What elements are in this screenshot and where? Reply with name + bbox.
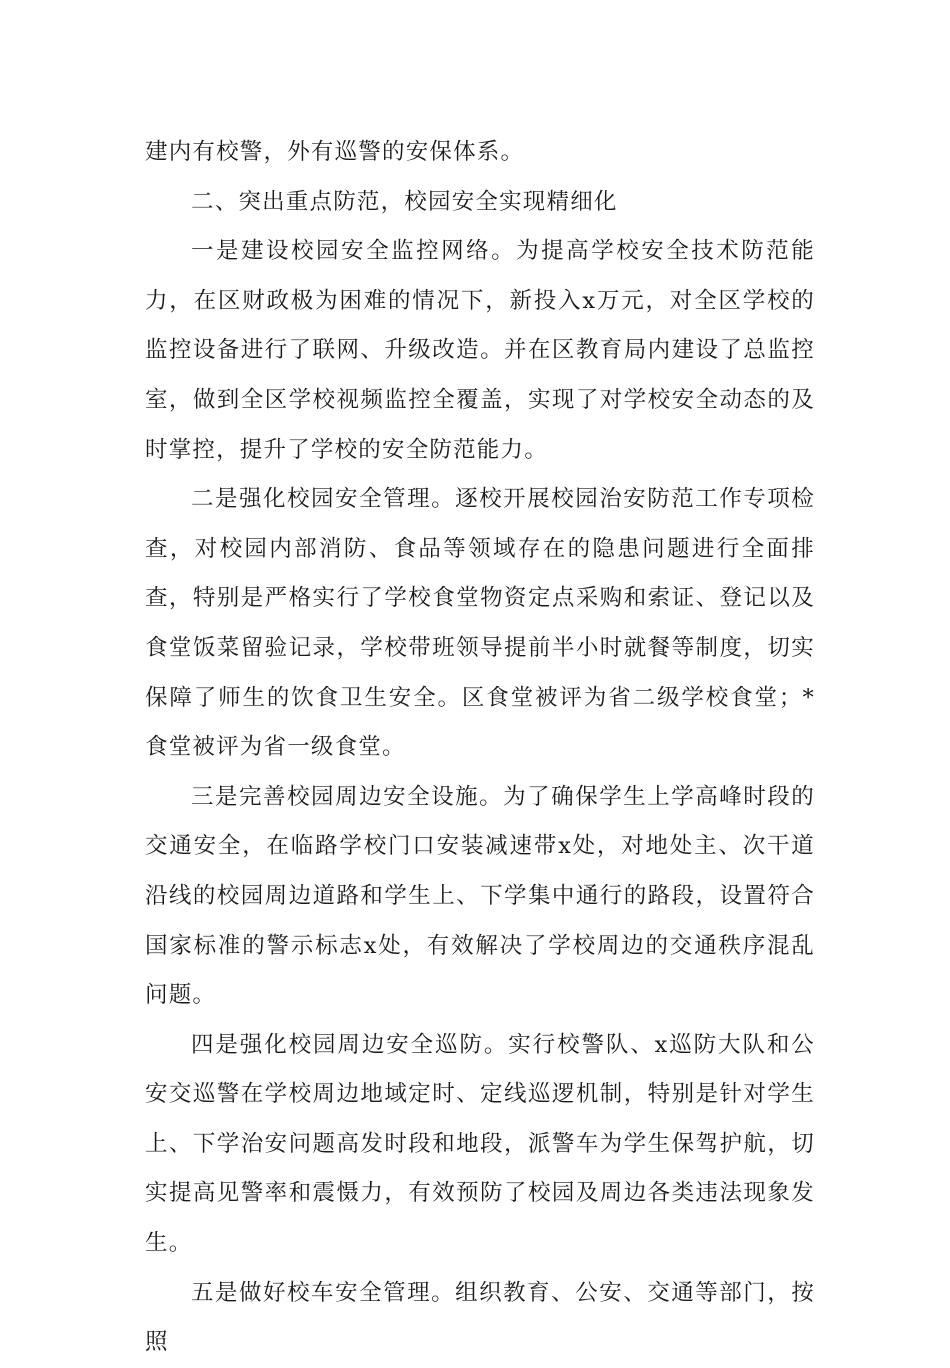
paragraph-continuation: 建内有校警，外有巡警的安保体系。: [145, 139, 525, 165]
paragraph-surrounding-facilities: 三是完善校园周边安全设施。为了确保学生上学高峰时段的交通安全，在临路学校门口安装减速带x处，对地处主、次干道沿线的校园周边道路和学生上、下学集中通行的路段，设置符合国家标准的警示标志x处，有效解决了学校周边的交通秩序混乱问题。: [145, 783, 815, 1009]
paragraph-campus-management: 二是强化校园安全管理。逐校开展校园治安防范工作专项检查，对校园内部消防、食品等领域存在的隐患问题进行全面排查，特别是严格实行了学校食堂物资定点采购和索证、登记以及食堂饭菜留验记录，学校带班领导提前半小时就餐等制度，切实保障了师生的饮食卫生安全。区食堂被评为省二级学校食堂；*食堂被评为省一级食堂。: [145, 486, 815, 761]
paragraph-monitoring-network: 一是建设校园安全监控网络。为提高学校安全技术防范能力，在区财政极为困难的情况下，新投入x万元，对全区学校的监控设备进行了联网、升级改造。并在区教育局内建设了总监控室，做到全区学校视频监控全覆盖，实现了对学校安全动态的及时掌控，提升了学校的安全防范能力。: [145, 238, 815, 463]
paragraph-patrol: 四是强化校园周边安全巡防。实行校警队、x巡防大队和公安交巡警在学校周边地域定时、定线巡逻机制，特别是针对学生上、下学治安问题高发时段和地段，派警车为学生保驾护航，切实提高见警率和震慑力，有效预防了校园及周边各类违法现象发生。: [145, 1031, 815, 1257]
document-body: [145, 128, 815, 1368]
section-heading: 二、突出重点防范，校园安全实现精细化: [191, 188, 618, 215]
paragraph-school-bus: 五是做好校车安全管理。组织教育、公安、交通等部门，按照: [145, 1279, 815, 1356]
